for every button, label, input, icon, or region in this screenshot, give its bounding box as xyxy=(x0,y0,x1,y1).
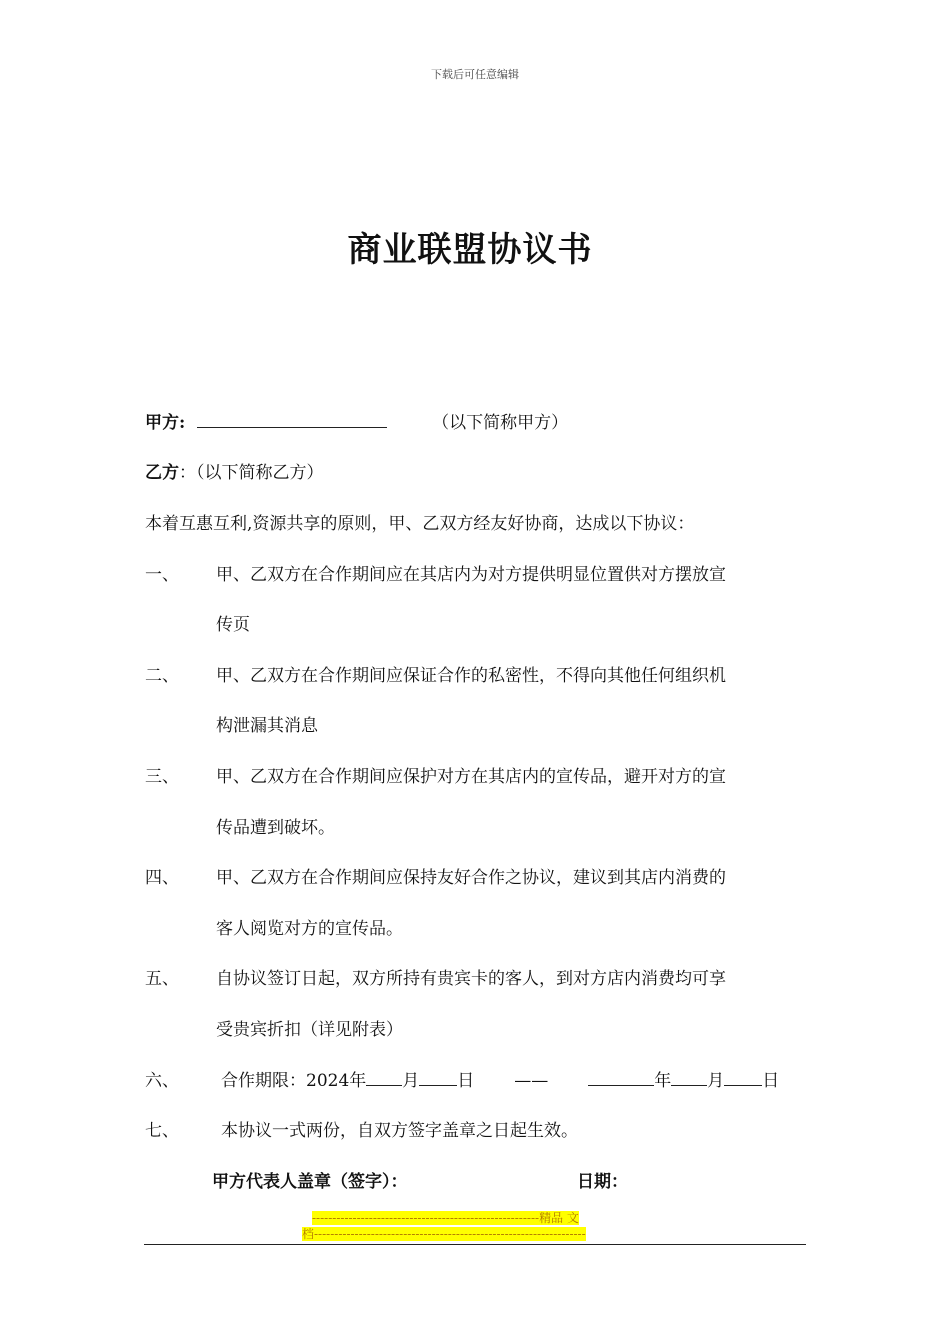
term-line xyxy=(221,1066,779,1091)
watermark-line-1: --------------------------------------------------------精品 文 xyxy=(312,1211,579,1225)
representative-signature-label: 甲方代表人盖章（签字）： xyxy=(212,1172,408,1192)
end-month-label: 月 xyxy=(707,1071,725,1091)
term-label: 合作期限：2024 xyxy=(221,1071,350,1091)
footer-divider xyxy=(144,1244,806,1245)
clause-number: 七、 xyxy=(145,1121,179,1141)
document-title: 商业联盟协议书 xyxy=(347,230,593,270)
end-day-blank[interactable] xyxy=(724,1069,762,1086)
year-label: 年 xyxy=(349,1071,367,1091)
end-month-blank[interactable] xyxy=(671,1069,707,1086)
clause-text: 传品遭到破坏。 xyxy=(216,818,335,838)
range-dash: —— xyxy=(514,1071,549,1091)
clause-text: 客人阅览对方的宣传品。 xyxy=(216,919,403,939)
party-b-label: 乙方 xyxy=(145,463,179,483)
end-day-label: 日 xyxy=(762,1071,780,1091)
party-b-line xyxy=(145,458,324,483)
clause-text: 本协议一式两份，自双方签字盖章之日起生效。 xyxy=(221,1121,578,1141)
clause-number: 四、 xyxy=(145,868,179,888)
month-label: 月 xyxy=(402,1071,420,1091)
end-year-blank[interactable] xyxy=(588,1069,654,1086)
clause-text: 甲、乙双方在合作期间应保证合作的私密性，不得向其他任何组织机 xyxy=(216,666,726,686)
party-a-blank[interactable] xyxy=(197,411,387,428)
party-a-note: （以下简称甲方） xyxy=(432,413,569,433)
clause-text: 甲、乙双方在合作期间应在其店内为对方提供明显位置供对方摆放宣 xyxy=(216,565,726,585)
start-month-blank[interactable] xyxy=(366,1069,402,1086)
clause-number: 一、 xyxy=(145,565,179,585)
clause-text: 构泄漏其消息 xyxy=(216,716,318,736)
header-note: 下载后可任意编辑 xyxy=(431,68,519,81)
clause-text: 受贵宾折扣（详见附表） xyxy=(216,1020,403,1040)
intro-paragraph: 本着互惠互利,资源共享的原则，甲、乙双方经友好协商，达成以下协议： xyxy=(145,514,695,534)
clause-text: 甲、乙双方在合作期间应保持友好合作之协议，建议到其店内消费的 xyxy=(216,868,726,888)
end-year-label: 年 xyxy=(654,1071,672,1091)
party-b-text: ：（以下简称乙方） xyxy=(179,463,324,483)
clause-text: 传页 xyxy=(216,615,250,635)
clause-text: 自协议签订日起，双方所持有贵宾卡的客人，到对方店内消费均可享 xyxy=(216,969,726,989)
clause-number: 三、 xyxy=(145,767,179,787)
clause-number: 五、 xyxy=(145,969,179,989)
clause-text: 甲、乙双方在合作期间应保护对方在其店内的宣传品，避开对方的宣 xyxy=(216,767,726,787)
clause-number: 二、 xyxy=(145,666,179,686)
start-day-blank[interactable] xyxy=(419,1069,457,1086)
signature-date-label: 日期： xyxy=(577,1172,628,1192)
watermark-line-2: 档------------------------------------------------------------------- xyxy=(302,1227,586,1241)
day-label: 日 xyxy=(457,1071,475,1091)
party-a-line xyxy=(145,408,568,433)
clause-number: 六、 xyxy=(145,1071,179,1091)
party-a-colon: : xyxy=(179,413,186,433)
footer-watermark xyxy=(302,1210,648,1242)
party-a-label: 甲方 xyxy=(145,413,179,433)
